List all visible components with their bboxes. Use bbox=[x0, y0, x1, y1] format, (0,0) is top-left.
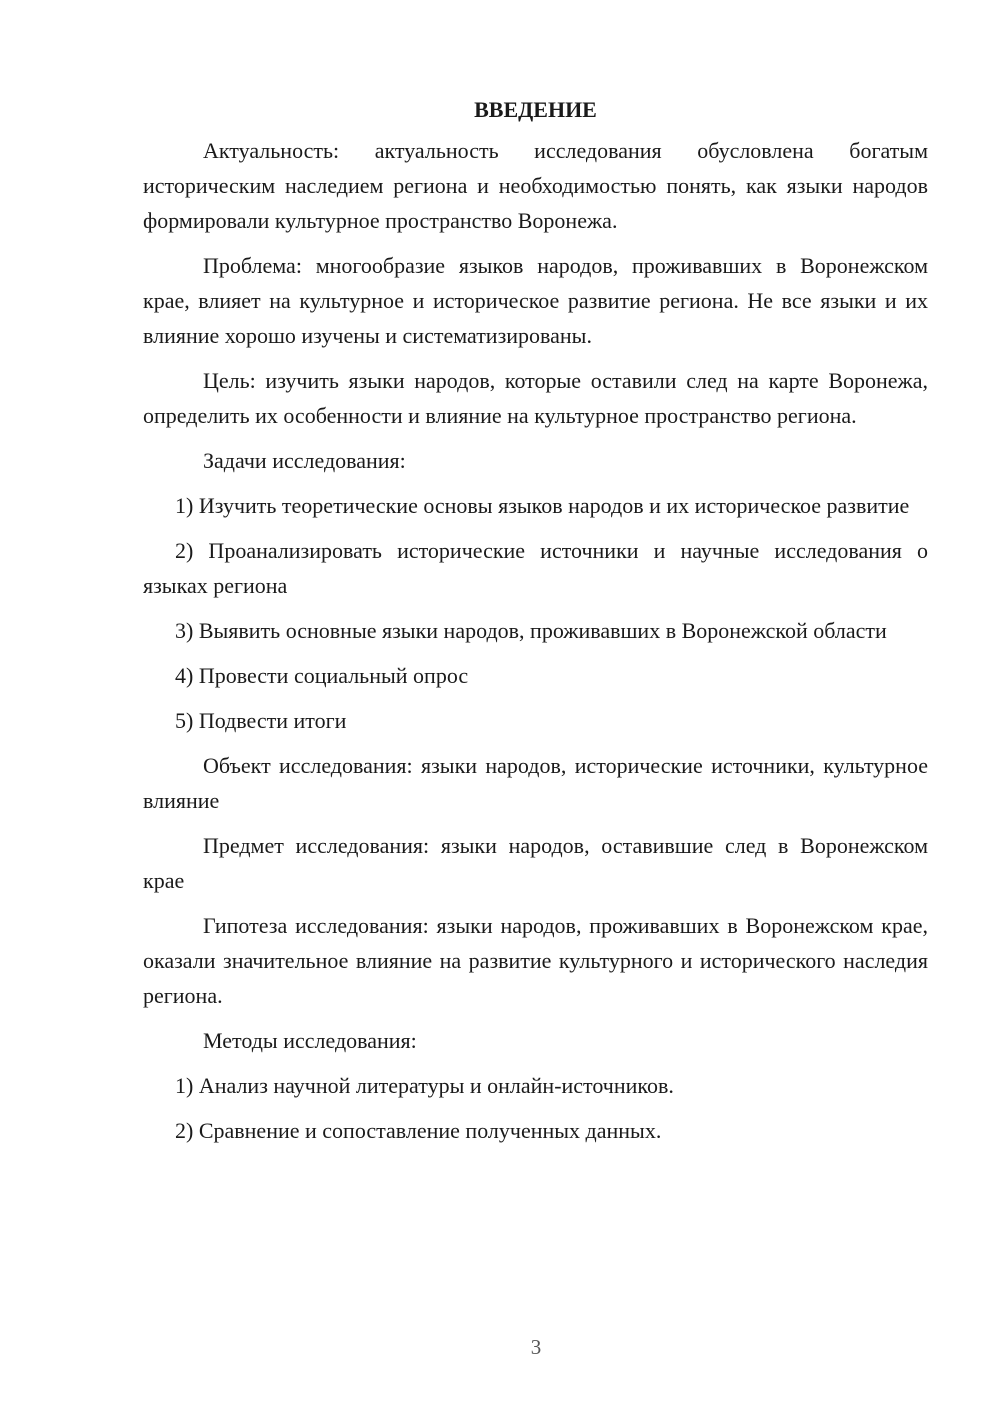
method-item-1: 1) Анализ научной литературы и онлайн-источников. bbox=[175, 1073, 674, 1098]
document-page bbox=[143, 92, 928, 1158]
page-heading: ВВЕДЕНИЕ bbox=[474, 97, 597, 122]
paragraph-tasks-heading: Задачи исследования: bbox=[203, 448, 406, 473]
paragraph-goal: Цель: изучить языки народов, которые оставили след на карте Воронежа, определить их особенности и влияние на культурное пространство региона. bbox=[143, 368, 928, 428]
paragraph-object: Объект исследования: языки народов, исторические источники, культурное влияние bbox=[143, 753, 928, 813]
method-item-2: 2) Сравнение и сопоставление полученных данных. bbox=[175, 1118, 662, 1143]
page-number: 3 bbox=[530, 1335, 542, 1359]
task-item-1: 1) Изучить теоретические основы языков народов и их историческое развитие bbox=[175, 493, 910, 518]
task-item-5: 5) Подвести итоги bbox=[175, 708, 347, 733]
task-item-2: 2) Проанализировать исторические источники и научные исследования о языках региона bbox=[143, 538, 928, 598]
paragraph-subject: Предмет исследования: языки народов, оставившие след в Воронежском крае bbox=[143, 833, 928, 893]
task-item-4: 4) Провести социальный опрос bbox=[175, 663, 469, 688]
paragraph-hypothesis: Гипотеза исследования: языки народов, проживавших в Воронежском крае, оказали значительное влияние на развитие культурного и исторического наследия региона. bbox=[143, 913, 928, 1008]
paragraph-relevance: Актуальность: актуальность исследования обусловлена богатым историческим наследием региона и необходимостью понять, как языки народов формировали культурное пространство Воронежа. bbox=[143, 138, 928, 233]
paragraph-problem: Проблема: многообразие языков народов, проживавших в Воронежском крае, влияет на культурное и историческое развитие региона. Не все языки и их влияние хорошо изучены и систематизированы. bbox=[143, 253, 928, 348]
task-item-3: 3) Выявить основные языки народов, проживавших в Воронежской области bbox=[175, 618, 887, 643]
paragraph-methods-heading: Методы исследования: bbox=[203, 1028, 417, 1053]
